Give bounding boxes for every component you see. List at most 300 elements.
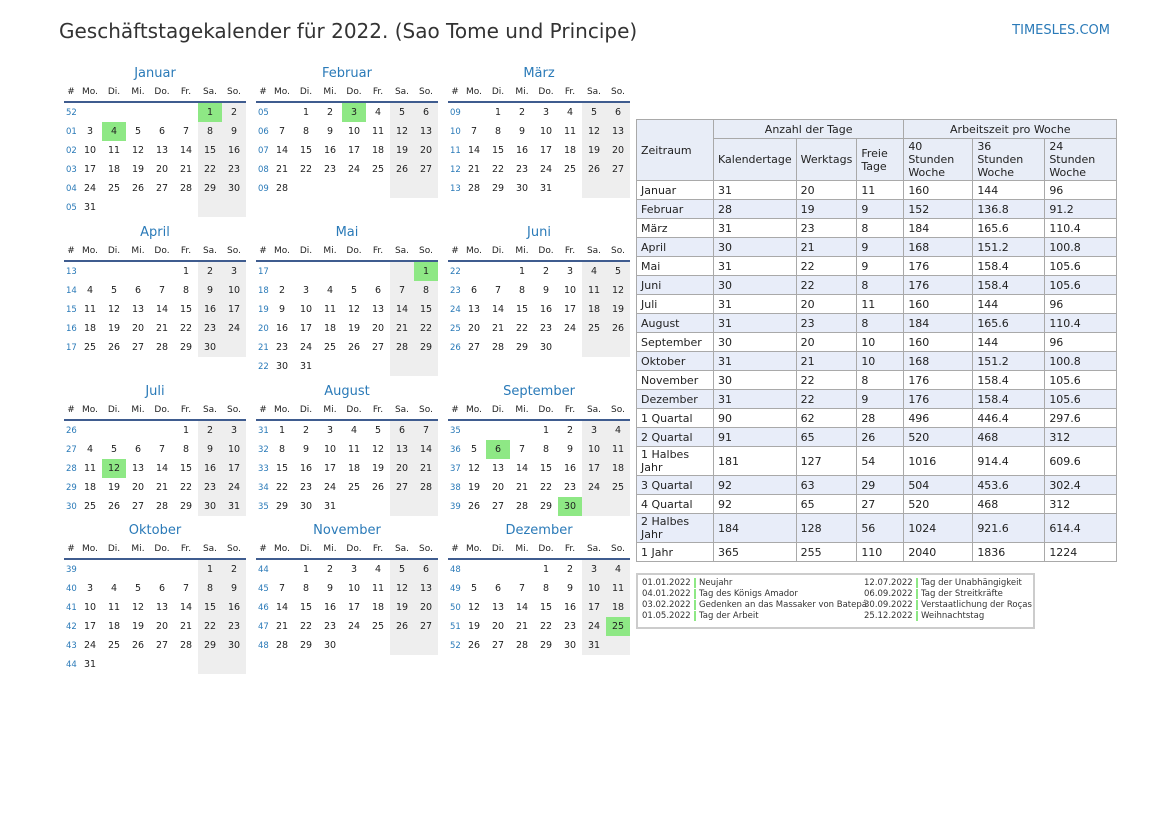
day-cell: 3 <box>350 564 358 575</box>
weekday-header: Sa. <box>582 401 606 420</box>
day-cell: 18 <box>371 602 385 613</box>
weekday-header: Fr. <box>174 401 198 420</box>
day-cell: 10 <box>347 583 361 594</box>
weekday-header: Do. <box>534 83 558 102</box>
day-cell: 18 <box>582 300 606 319</box>
holiday-name: Verstaatlichung der Roças <box>921 600 1032 610</box>
stats-value: 144 <box>973 295 1045 314</box>
day-cell: 7 <box>518 444 526 455</box>
stats-value: 8 <box>857 219 904 238</box>
day-cell: 22 <box>515 323 529 334</box>
day-cell: 17 <box>299 323 313 334</box>
stats-value: 158.4 <box>973 390 1045 409</box>
stats-row <box>637 428 1117 447</box>
stats-value: 520 <box>904 495 973 514</box>
day-cell: 29 <box>179 342 193 353</box>
day-cell: 26 <box>606 319 630 338</box>
stats-value: 8 <box>857 371 904 390</box>
day-cell: 24 <box>347 621 361 632</box>
stats-row <box>637 314 1117 333</box>
stats-value: 22 <box>796 257 857 276</box>
stats-value: 10 <box>857 333 904 352</box>
week-number: 41 <box>66 602 77 613</box>
stats-value: 65 <box>796 495 857 514</box>
day-cell <box>582 179 606 198</box>
week-number: 40 <box>66 583 77 594</box>
stats-value: 158.4 <box>973 257 1045 276</box>
day-cell: 5 <box>374 425 382 436</box>
day-cell: 22 <box>179 482 193 493</box>
day-cell: 10 <box>83 602 97 613</box>
stats-value: 312 <box>1045 428 1117 447</box>
week-number: 45 <box>258 583 269 594</box>
day-cell <box>222 338 246 357</box>
day-cell <box>414 357 438 376</box>
stats-period: 1 Jahr <box>637 543 714 562</box>
day-cell <box>582 338 606 357</box>
weekday-header: Mo. <box>462 401 486 420</box>
site-link[interactable]: TIMESLES.COM <box>1012 23 1110 38</box>
day-cell: 3 <box>302 285 310 296</box>
day-cell: 29 <box>414 338 438 357</box>
day-cell: 22 <box>299 164 313 175</box>
day-cell: 16 <box>323 602 337 613</box>
day-cell: 23 <box>563 482 577 493</box>
weekday-header: So. <box>222 83 246 102</box>
day-cell <box>606 179 630 198</box>
weekday-header: # <box>256 242 270 261</box>
day-cell <box>102 655 126 674</box>
stats-period: 1 Quartal <box>637 409 714 428</box>
col-working-days: Werktags <box>796 139 857 181</box>
month-name: November <box>313 523 381 538</box>
day-cell: 28 <box>515 640 529 651</box>
weekday-header: Fr. <box>558 540 582 559</box>
day-cell: 19 <box>467 482 481 493</box>
stats-value: 92 <box>714 495 797 514</box>
holiday-date: 06.09.2022 <box>864 589 918 599</box>
day-cell: 11 <box>107 145 121 156</box>
weekday-header: # <box>256 540 270 559</box>
day-cell: 10 <box>582 440 606 459</box>
day-cell: 15 <box>198 141 222 160</box>
month-table <box>448 401 630 516</box>
weekday-header: Do. <box>534 401 558 420</box>
day-cell: 1 <box>542 564 550 575</box>
month-4 <box>256 224 438 376</box>
holiday-name: Tag des Königs Amador <box>699 589 798 599</box>
day-cell: 27 <box>491 640 505 651</box>
week-number: 52 <box>450 640 461 651</box>
stats-value: 9 <box>857 257 904 276</box>
stats-value: 21 <box>796 238 857 257</box>
day-cell: 30 <box>323 640 337 651</box>
day-cell: 20 <box>371 323 385 334</box>
day-cell: 19 <box>371 463 385 474</box>
day-cell: 11 <box>371 126 385 137</box>
day-cell: 11 <box>323 304 337 315</box>
stats-row <box>637 295 1117 314</box>
day-cell: 9 <box>198 440 222 459</box>
day-cell: 6 <box>414 102 438 122</box>
day-cell: 10 <box>299 304 313 315</box>
stats-value: 160 <box>904 295 973 314</box>
day-cell: 16 <box>563 463 577 474</box>
day-cell <box>342 357 366 376</box>
day-cell <box>198 198 222 217</box>
day-cell: 6 <box>158 126 166 137</box>
stats-value: 160 <box>904 181 973 200</box>
day-cell: 2 <box>222 102 246 122</box>
weekday-header: So. <box>606 242 630 261</box>
day-cell: 14 <box>155 304 169 315</box>
day-cell: 21 <box>155 482 169 493</box>
day-cell: 12 <box>390 122 414 141</box>
week-number: 02 <box>66 145 77 156</box>
day-cell: 27 <box>131 501 145 512</box>
day-cell: 8 <box>302 126 310 137</box>
week-number: 33 <box>258 463 269 474</box>
stats-value: 609.6 <box>1045 447 1117 476</box>
day-cell: 13 <box>606 122 630 141</box>
month-8 <box>448 383 630 516</box>
weekday-header: Fr. <box>366 401 390 420</box>
week-number: 11 <box>450 145 461 156</box>
day-cell: 6 <box>134 444 142 455</box>
day-cell: 12 <box>390 579 414 598</box>
weekday-header: So. <box>414 401 438 420</box>
weekday-header: Mi. <box>126 242 150 261</box>
day-cell <box>366 261 390 281</box>
stats-value: 176 <box>904 390 973 409</box>
day-cell: 3 <box>342 102 366 122</box>
stats-value: 62 <box>796 409 857 428</box>
stats-value: 63 <box>796 476 857 495</box>
day-cell: 2 <box>566 564 574 575</box>
day-cell: 31 <box>323 501 337 512</box>
weekday-header: Mo. <box>270 540 294 559</box>
stats-value: 468 <box>973 495 1045 514</box>
day-cell: 23 <box>515 164 529 175</box>
stats-value: 1836 <box>973 543 1045 562</box>
day-cell: 31 <box>582 636 606 655</box>
stats-table <box>636 119 1117 562</box>
day-cell <box>582 497 606 516</box>
stats-value: 453.6 <box>973 476 1045 495</box>
day-cell: 13 <box>390 440 414 459</box>
day-cell: 4 <box>374 107 382 118</box>
day-cell <box>366 636 390 655</box>
day-cell: 1 <box>182 266 190 277</box>
day-cell: 9 <box>278 304 286 315</box>
holiday-name: Neujahr <box>699 578 733 588</box>
day-cell <box>510 559 534 579</box>
day-cell: 26 <box>347 342 361 353</box>
stats-row <box>637 219 1117 238</box>
month-table <box>448 83 630 198</box>
stats-value: 91.2 <box>1045 200 1117 219</box>
weekday-header: Sa. <box>390 242 414 261</box>
day-cell: 26 <box>467 640 481 651</box>
stats-value: 30 <box>714 276 797 295</box>
weekday-header: Sa. <box>198 540 222 559</box>
weekday-header: Mo. <box>462 83 486 102</box>
stats-value: 90 <box>714 409 797 428</box>
month-6 <box>64 383 246 516</box>
day-cell: 5 <box>470 583 478 594</box>
day-cell: 2 <box>198 420 222 440</box>
day-cell: 21 <box>515 621 529 632</box>
weekday-header: # <box>256 401 270 420</box>
day-cell: 12 <box>131 145 145 156</box>
weekday-header: Mi. <box>126 401 150 420</box>
stats-value: 136.8 <box>973 200 1045 219</box>
weekday-header: Di. <box>102 242 126 261</box>
day-cell: 20 <box>606 141 630 160</box>
holiday-item <box>642 589 798 599</box>
stats-value: 31 <box>714 295 797 314</box>
week-number: 24 <box>450 304 461 315</box>
stats-value: 168 <box>904 238 973 257</box>
day-cell: 18 <box>563 145 577 156</box>
stats-row <box>637 447 1117 476</box>
day-cell: 20 <box>414 598 438 617</box>
day-cell: 28 <box>179 640 193 651</box>
day-cell <box>78 559 102 579</box>
day-cell: 19 <box>107 482 121 493</box>
weekday-header: Do. <box>342 83 366 102</box>
day-cell <box>558 179 582 198</box>
day-cell: 4 <box>566 107 574 118</box>
stats-value: 26 <box>857 428 904 447</box>
day-cell: 16 <box>299 463 313 474</box>
day-cell: 15 <box>299 145 313 156</box>
weekday-header: Di. <box>486 242 510 261</box>
day-cell: 3 <box>582 420 606 440</box>
week-number: 29 <box>66 482 77 493</box>
day-cell: 25 <box>83 501 97 512</box>
day-cell <box>222 655 246 674</box>
day-cell: 22 <box>414 319 438 338</box>
day-cell: 7 <box>518 583 526 594</box>
stats-value: 165.6 <box>973 314 1045 333</box>
week-number: 26 <box>450 342 461 353</box>
col-24h: 24 Stunden Woche <box>1045 139 1117 181</box>
day-cell: 29 <box>179 501 193 512</box>
weekday-header: Do. <box>342 242 366 261</box>
day-cell: 13 <box>414 579 438 598</box>
day-cell: 2 <box>326 564 334 575</box>
day-cell <box>126 102 150 122</box>
day-cell: 17 <box>323 463 337 474</box>
col-calendar-days: Kalendertage <box>714 139 797 181</box>
day-cell: 22 <box>539 482 553 493</box>
stats-row <box>637 200 1117 219</box>
stats-value: 128 <box>796 514 857 543</box>
day-cell: 1 <box>278 425 286 436</box>
stats-value: 446.4 <box>973 409 1045 428</box>
weekday-header: So. <box>222 540 246 559</box>
weekday-header: Mi. <box>510 83 534 102</box>
week-number: 09 <box>450 107 461 118</box>
weekday-header: Mi. <box>510 401 534 420</box>
holiday-item <box>864 578 1022 588</box>
day-cell: 29 <box>198 179 222 198</box>
week-number: 06 <box>258 126 269 137</box>
day-cell: 9 <box>566 583 574 594</box>
day-cell: 7 <box>158 285 166 296</box>
stats-value: 110.4 <box>1045 219 1117 238</box>
day-cell: 26 <box>131 183 145 194</box>
day-cell: 11 <box>606 440 630 459</box>
day-cell <box>294 261 318 281</box>
day-cell: 14 <box>467 145 481 156</box>
day-cell: 1 <box>198 559 222 579</box>
stats-value: 1224 <box>1045 543 1117 562</box>
weekday-header: Mo. <box>78 401 102 420</box>
day-cell: 9 <box>198 281 222 300</box>
day-cell: 19 <box>131 621 145 632</box>
weekday-header: Do. <box>342 540 366 559</box>
weekday-header: Sa. <box>198 401 222 420</box>
day-cell: 8 <box>198 122 222 141</box>
day-cell: 27 <box>131 342 145 353</box>
stats-value: 22 <box>796 276 857 295</box>
weekday-header: Di. <box>486 540 510 559</box>
stats-period: Mai <box>637 257 714 276</box>
day-cell: 30 <box>222 179 246 198</box>
day-cell: 5 <box>470 444 478 455</box>
stats-row <box>637 238 1117 257</box>
day-cell <box>318 179 342 198</box>
day-cell: 29 <box>491 183 505 194</box>
day-cell: 28 <box>515 501 529 512</box>
day-cell: 4 <box>374 564 382 575</box>
day-cell: 4 <box>86 285 94 296</box>
day-cell <box>102 102 126 122</box>
day-cell: 2 <box>302 425 310 436</box>
day-cell <box>366 497 390 516</box>
group-work-hours: Arbeitszeit pro Woche <box>904 120 1117 139</box>
month-5 <box>448 224 630 357</box>
day-cell: 8 <box>198 579 222 598</box>
weekday-header: Fr. <box>174 242 198 261</box>
day-cell: 14 <box>179 602 193 613</box>
stats-value: 30 <box>714 333 797 352</box>
week-number: 28 <box>66 463 77 474</box>
day-cell: 8 <box>494 126 502 137</box>
holiday-legend <box>636 573 1035 629</box>
day-cell <box>270 559 294 579</box>
day-cell <box>486 261 510 281</box>
week-number: 27 <box>66 444 77 455</box>
day-cell: 14 <box>515 602 529 613</box>
holiday-date: 25.12.2022 <box>864 611 918 621</box>
day-cell: 1 <box>414 261 438 281</box>
stats-value: 91 <box>714 428 797 447</box>
day-cell: 16 <box>275 323 289 334</box>
day-cell: 7 <box>182 126 190 137</box>
day-cell: 17 <box>563 304 577 315</box>
stats-value: 151.2 <box>973 238 1045 257</box>
stats-value: 105.6 <box>1045 276 1117 295</box>
stats-value: 614.4 <box>1045 514 1117 543</box>
month-name: März <box>523 66 555 81</box>
weekday-header: Mo. <box>270 401 294 420</box>
week-number: 30 <box>66 501 77 512</box>
stats-value: 105.6 <box>1045 257 1117 276</box>
stats-period: März <box>637 219 714 238</box>
day-cell: 15 <box>539 463 553 474</box>
day-cell: 15 <box>515 304 529 315</box>
month-name: Februar <box>322 66 372 81</box>
day-cell: 12 <box>102 459 126 478</box>
day-cell: 14 <box>390 300 414 319</box>
weekday-header: Sa. <box>390 540 414 559</box>
day-cell: 16 <box>198 300 222 319</box>
day-cell <box>150 420 174 440</box>
day-cell: 23 <box>275 342 289 353</box>
day-cell: 10 <box>539 126 553 137</box>
day-cell: 18 <box>606 459 630 478</box>
stats-value: 8 <box>857 314 904 333</box>
day-cell: 13 <box>155 602 169 613</box>
weekday-header: Di. <box>102 83 126 102</box>
day-cell: 6 <box>606 102 630 122</box>
month-table <box>448 540 630 655</box>
stats-row <box>637 409 1117 428</box>
week-number: 32 <box>258 444 269 455</box>
week-number: 10 <box>450 126 461 137</box>
day-cell: 10 <box>563 285 577 296</box>
day-cell: 18 <box>83 323 97 334</box>
stats-value: 23 <box>796 219 857 238</box>
day-cell: 12 <box>107 304 121 315</box>
stats-value: 31 <box>714 314 797 333</box>
stats-value: 302.4 <box>1045 476 1117 495</box>
stats-value: 54 <box>857 447 904 476</box>
stats-period: Oktober <box>637 352 714 371</box>
month-name: August <box>324 384 370 399</box>
day-cell: 25 <box>606 478 630 497</box>
day-cell <box>390 179 414 198</box>
day-cell: 17 <box>347 145 361 156</box>
day-cell: 19 <box>606 300 630 319</box>
day-cell: 25 <box>371 164 385 175</box>
day-cell: 2 <box>326 107 334 118</box>
stats-value: 11 <box>857 181 904 200</box>
day-cell: 1 <box>182 425 190 436</box>
day-cell <box>462 261 486 281</box>
week-number: 09 <box>258 183 269 194</box>
stats-value: 9 <box>857 200 904 219</box>
day-cell: 3 <box>566 266 574 277</box>
stats-value: 96 <box>1045 295 1117 314</box>
stats-value: 31 <box>714 352 797 371</box>
day-cell: 9 <box>222 579 246 598</box>
day-cell: 29 <box>539 501 553 512</box>
day-cell: 15 <box>491 145 505 156</box>
week-number: 19 <box>258 304 269 315</box>
weekday-header: Do. <box>534 540 558 559</box>
weekday-header: Di. <box>486 401 510 420</box>
month-table <box>64 242 246 357</box>
day-cell: 28 <box>467 183 481 194</box>
stats-value: 1024 <box>904 514 973 543</box>
day-cell: 25 <box>563 164 577 175</box>
weekday-header: Sa. <box>582 242 606 261</box>
weekday-header: Sa. <box>198 242 222 261</box>
